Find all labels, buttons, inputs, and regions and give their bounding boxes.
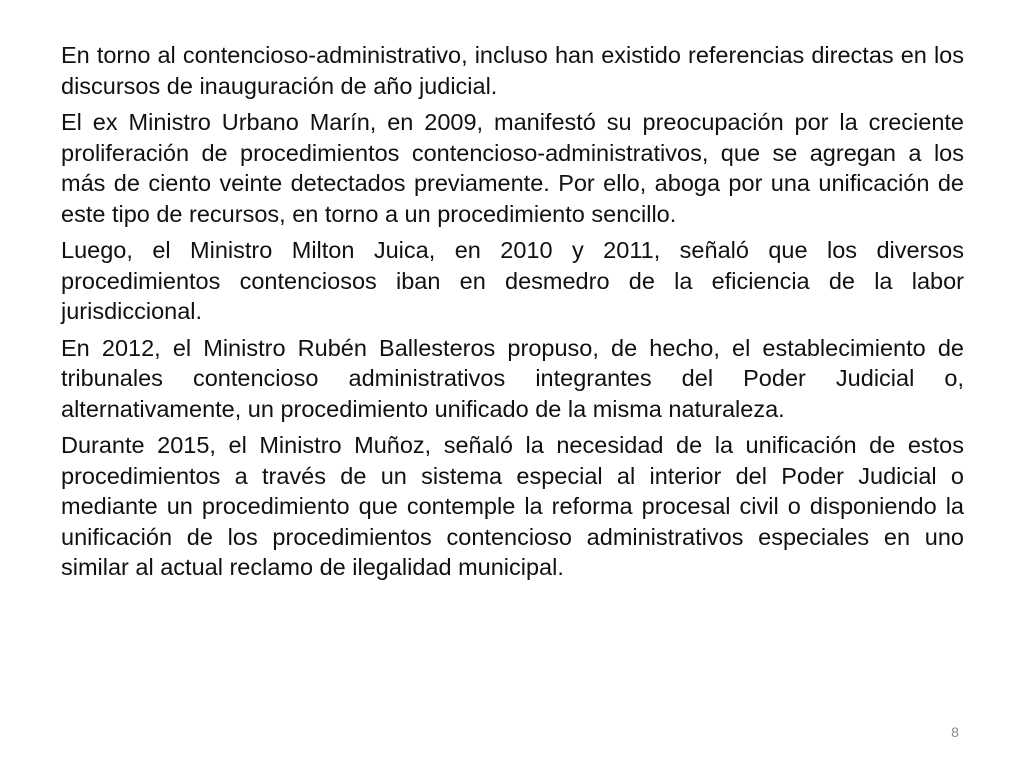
paragraph-juica-2010-2011: Luego, el Ministro Milton Juica, en 2010 y 2011, señaló que los diversos procedimientos contenciosos iban en desmedro de la eficiencia de la labor jurisdiccional. bbox=[61, 237, 964, 324]
slide-body bbox=[61, 40, 964, 589]
paragraph-marin-2009: El ex Ministro Urbano Marín, en 2009, manifestó su preocupación por la creciente proliferación de procedimientos contencioso-administrativos, que se agregan a los más de ciento veinte detectados previamente. Por ello, aboga por una unificación de este tipo de recursos, en torno a un procedimiento sencillo. bbox=[61, 109, 964, 227]
page-number: 8 bbox=[951, 724, 959, 740]
paragraph-munoz-2015: Durante 2015, el Ministro Muñoz, señaló la necesidad de la unificación de estos procedimientos a través de un sistema especial al interior del Poder Judicial o mediante un procedimiento que contemple la reforma procesal civil o disponiendo la unificación de los procedimientos contencioso administrativos especiales en uno similar al actual reclamo de ilegalidad municipal. bbox=[61, 432, 964, 580]
paragraph-ballesteros-2012: En 2012, el Ministro Rubén Ballesteros propuso, de hecho, el establecimiento de tribunales contencioso administrativos integrantes del Poder Judicial o, alternativamente, un procedimiento unificado de la misma naturaleza. bbox=[61, 334, 964, 422]
paragraph-inauguration-speeches: En torno al contencioso-administrativo, incluso han existido referencias directas en los discursos de inauguración de año judicial. bbox=[61, 42, 964, 99]
